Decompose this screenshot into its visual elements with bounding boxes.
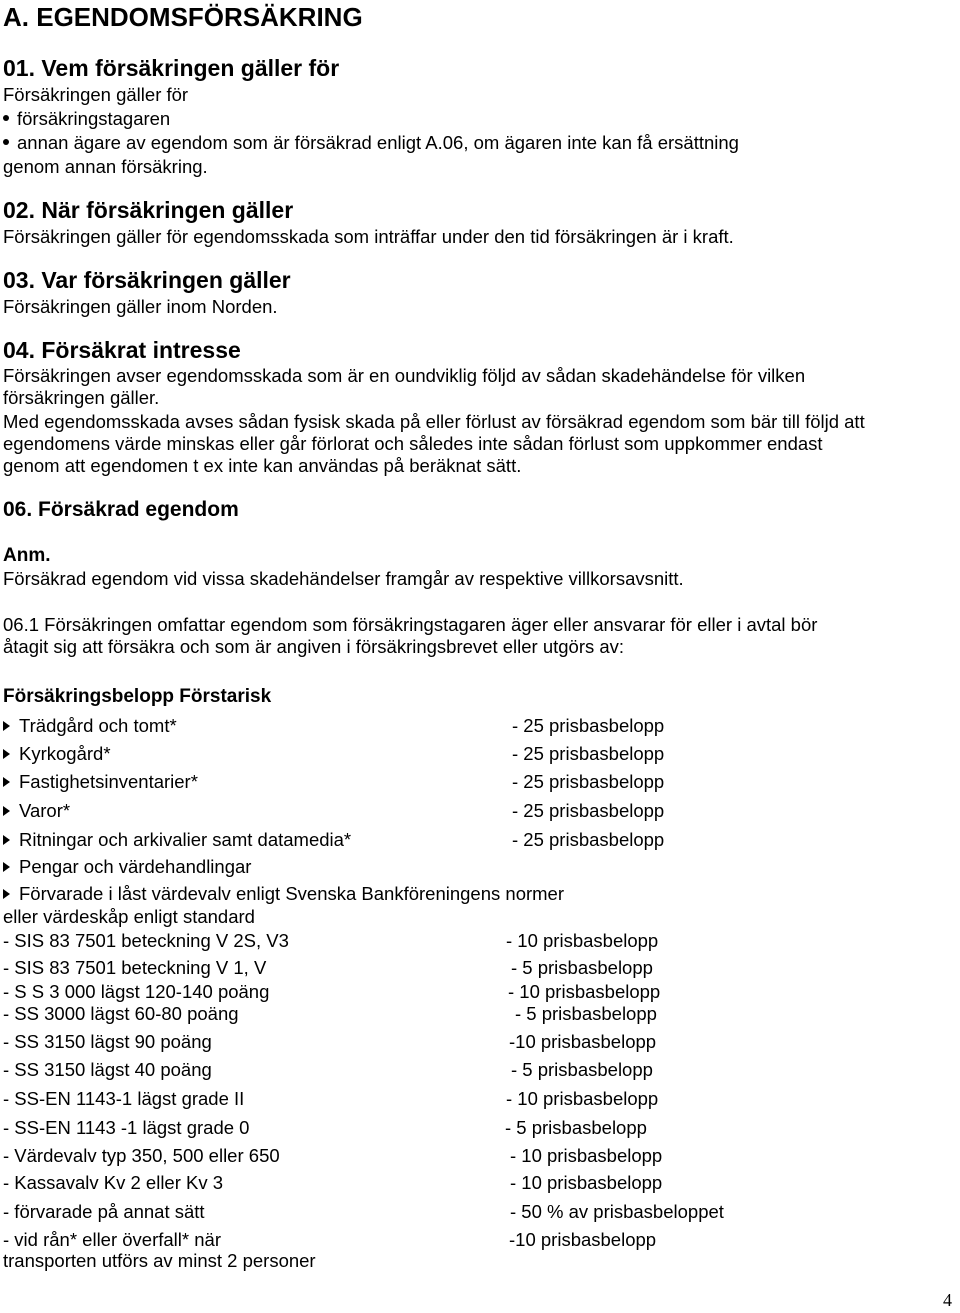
arrow-item bbox=[3, 771, 198, 793]
s04-p2-line1: Med egendomsskada avses sådan fysisk skada på eller förlust av försäkrad egendom som bär till följd att bbox=[3, 411, 865, 432]
s01-bullet-1: försäkringstagaren bbox=[3, 108, 170, 130]
bullet-icon bbox=[3, 139, 9, 145]
arrow-bullet-icon bbox=[3, 749, 10, 759]
arrow-item-amount: - 25 prisbasbelopp bbox=[512, 829, 665, 850]
s04-p2-line2: egendomens värde minskas eller går förlorat och således inte sådan förlust som uppkommer endast bbox=[3, 433, 823, 454]
heading-06: 06. Försäkrad egendom bbox=[3, 498, 239, 521]
dash-item-amount: - 10 prisbasbelopp bbox=[506, 1088, 659, 1109]
arrow-bullet-icon bbox=[3, 806, 10, 816]
arrow-item-amount: - 25 prisbasbelopp bbox=[512, 743, 665, 764]
table-last-line: transporten utförs av minst 2 personer bbox=[3, 1250, 316, 1271]
heading-03: 03. Var försäkringen gäller bbox=[3, 267, 291, 293]
dash-item-amount: - 5 prisbasbelopp bbox=[511, 957, 653, 978]
heading-01: 01. Vem försäkringen gäller för bbox=[3, 55, 340, 81]
arrow-item-amount: - 25 prisbasbelopp bbox=[512, 771, 665, 792]
arrow-item-label: Trädgård och tomt* bbox=[19, 715, 177, 736]
arrow-bullet-icon bbox=[3, 889, 10, 899]
arrow-item-label: Ritningar och arkivalier samt datamedia* bbox=[19, 829, 352, 850]
dash-item-label: - SS 3150 lägst 90 poäng bbox=[3, 1031, 212, 1052]
anm-label: Anm. bbox=[3, 545, 51, 566]
s03-text: Försäkringen gäller inom Norden. bbox=[3, 296, 278, 317]
anm-text: Försäkrad egendom vid vissa skadehändelser framgår av respektive villkorsavsnitt. bbox=[3, 568, 684, 589]
arrow-bullet-icon bbox=[3, 835, 10, 845]
dash-item-amount: - 10 prisbasbelopp bbox=[510, 1172, 663, 1193]
s06-p1-line1: 06.1 Försäkringen omfattar egendom som försäkringstagaren äger eller ansvarar för eller i avtal bör bbox=[3, 614, 818, 635]
dash-item-amount: - 10 prisbasbelopp bbox=[508, 981, 661, 1002]
arrow-item-amount: - 25 prisbasbelopp bbox=[512, 800, 665, 821]
dash-item-amount: - 5 prisbasbelopp bbox=[511, 1059, 653, 1080]
dash-item-amount: -10 prisbasbelopp bbox=[509, 1031, 657, 1052]
s01-continuation: genom annan försäkring. bbox=[3, 156, 208, 177]
arrow-bullet-icon bbox=[3, 777, 10, 787]
s04-p1-line1: Försäkringen avser egendomsskada som är en oundviklig följd av sådan skadehändelse för vilken bbox=[3, 365, 806, 386]
dash-item-amount: -10 prisbasbelopp bbox=[509, 1229, 657, 1250]
dash-item-label: - SS-EN 1143-1 lägst grade II bbox=[3, 1088, 245, 1109]
dash-item-amount: - 5 prisbasbelopp bbox=[505, 1117, 647, 1138]
s06-p1-line2: åtagit sig att försäkra och som är angiven i försäkringsbrevet eller utgörs av: bbox=[3, 636, 625, 657]
arrow-item bbox=[3, 829, 351, 851]
dash-item-label: - S S 3 000 lägst 120-140 poäng bbox=[3, 981, 270, 1002]
s01-bullet-2: annan ägare av egendom som är försäkrad enligt A.06, om ägaren inte kan få ersättning bbox=[3, 132, 739, 154]
arrow-item bbox=[3, 743, 111, 765]
arrow-item-label: Kyrkogård* bbox=[19, 743, 111, 764]
arrow-item bbox=[3, 883, 564, 905]
table-heading: Försäkringsbelopp Förstarisk bbox=[3, 686, 272, 707]
section-title: A. EGENDOMSFÖRSÄKRING bbox=[3, 2, 363, 32]
dash-item-label: - Värdevalv typ 350, 500 eller 650 bbox=[3, 1145, 280, 1166]
dash-item-label: - förvarade på annat sätt bbox=[3, 1201, 205, 1222]
dash-item-amount: - 5 prisbasbelopp bbox=[515, 1003, 657, 1024]
arrow-item bbox=[3, 800, 70, 822]
dash-item-label: - Kassavalv Kv 2 eller Kv 3 bbox=[3, 1172, 224, 1193]
dash-item-label: - SIS 83 7501 beteckning V 1, V bbox=[3, 957, 267, 978]
arrow-item bbox=[3, 715, 177, 737]
page-number: 4 bbox=[943, 1290, 952, 1310]
dash-item-amount: - 50 % av prisbasbeloppet bbox=[510, 1201, 724, 1222]
dash-item-amount: - 10 prisbasbelopp bbox=[510, 1145, 663, 1166]
s04-p1-line2: försäkringen gäller. bbox=[3, 387, 160, 408]
dash-item-amount: - 10 prisbasbelopp bbox=[506, 930, 659, 951]
arrow-item-label: Varor* bbox=[19, 800, 71, 821]
s01-intro: Försäkringen gäller för bbox=[3, 84, 189, 105]
arrow-item-label: Pengar och värdehandlingar bbox=[19, 856, 252, 877]
dash-item-label: - SS-EN 1143 -1 lägst grade 0 bbox=[3, 1117, 250, 1138]
arrow-bullet-icon bbox=[3, 862, 10, 872]
dash-item-label: - SS 3150 lägst 40 poäng bbox=[3, 1059, 212, 1080]
dash-item-label: - SS 3000 lägst 60-80 poäng bbox=[3, 1003, 239, 1024]
arrow-item-amount: - 25 prisbasbelopp bbox=[512, 715, 665, 736]
table-continuation: eller värdeskåp enligt standard bbox=[3, 906, 255, 927]
arrow-bullet-icon bbox=[3, 721, 10, 731]
s02-text: Försäkringen gäller för egendomsskada som inträffar under den tid försäkringen är i kraft. bbox=[3, 226, 734, 247]
arrow-item bbox=[3, 856, 251, 878]
dash-item-label: - SIS 83 7501 beteckning V 2S, V3 bbox=[3, 930, 289, 951]
arrow-item-label: Fastighetsinventarier* bbox=[19, 771, 198, 792]
s04-p2-line3: genom att egendomen t ex inte kan användas på beräknat sätt. bbox=[3, 455, 522, 476]
heading-04: 04. Försäkrat intresse bbox=[3, 337, 241, 363]
arrow-item-label: Förvarade i låst värdevalv enligt Svenska Bankföreningens normer bbox=[19, 883, 565, 904]
dash-item-label: - vid rån* eller överfall* när bbox=[3, 1229, 221, 1250]
bullet-icon bbox=[3, 115, 9, 121]
heading-02: 02. När försäkringen gäller bbox=[3, 197, 294, 223]
